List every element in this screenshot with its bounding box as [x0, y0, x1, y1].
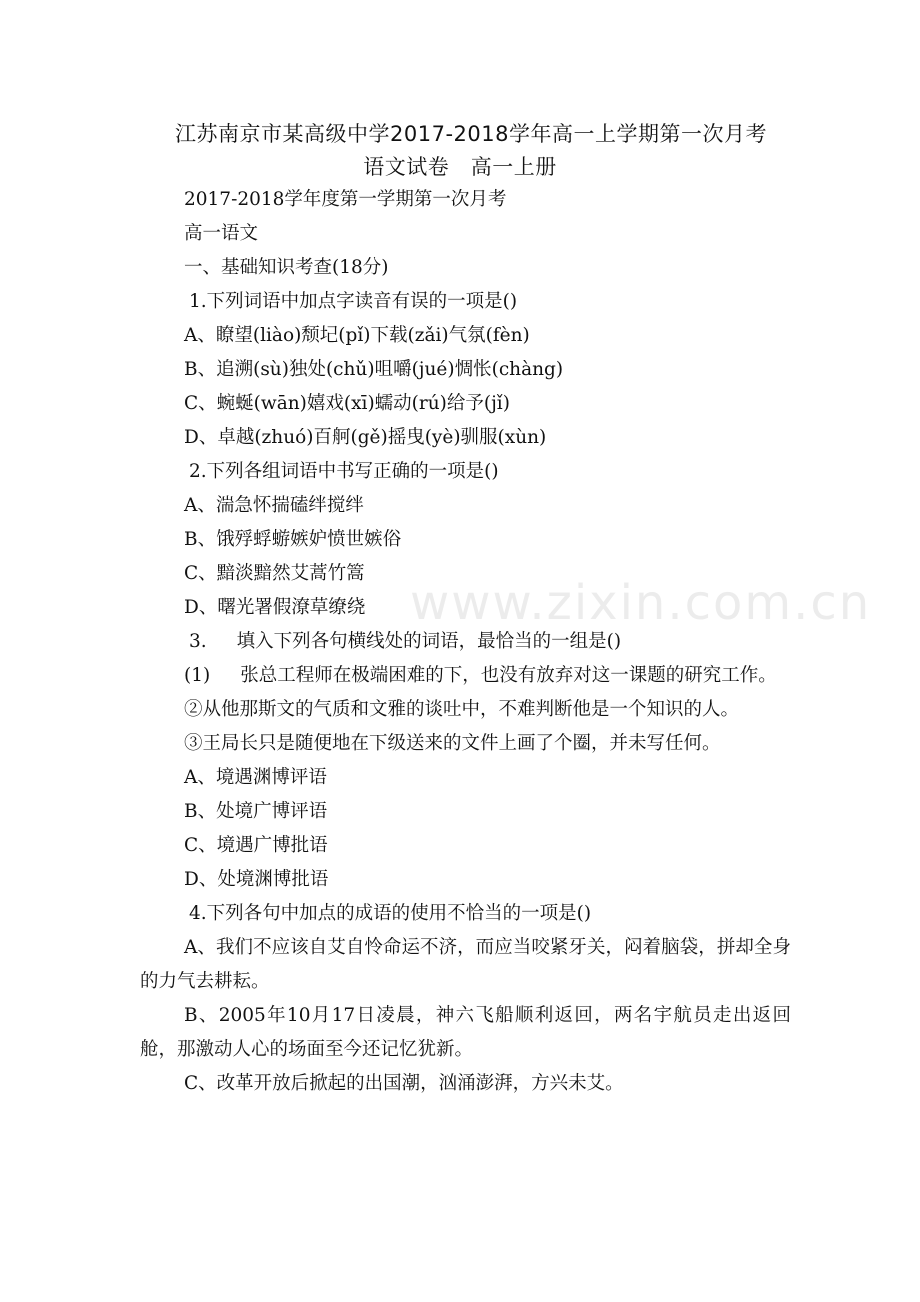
question-3-sentence-2: ②从他那斯文的气质和文雅的谈吐中，不难判断他是一个知识的人。	[184, 699, 740, 720]
question-2-option-c: C、黯淡黯然艾蒿竹篙	[184, 563, 365, 584]
document-title-line-1: 江苏南京市某高级中学2017-2018学年高一上学期第一次月考	[175, 122, 767, 146]
exam-subject-line: 高一语文	[184, 223, 259, 244]
question-1-option-c: C、蜿蜒(wān)嬉戏(xī)蠕动(rú)给予(jǐ)	[184, 393, 510, 414]
question-3-option-c: C、境遇广博批语	[184, 835, 328, 856]
question-3-sentence-3: ③王局长只是随便地在下级送来的文件上画了个圈，并未写任何。	[184, 733, 721, 754]
question-3-stem: 填入下列各句横线处的词语，最恰当的一组是()	[236, 631, 622, 652]
question-4-option-a: A、我们不应该自艾自怜命运不济，而应当咬紧牙关，闷着脑袋，拼却全身的力气去耕耘。	[140, 937, 791, 992]
question-3-number: 3.	[189, 631, 207, 652]
question-3-sentence-1	[140, 659, 791, 693]
question-3-option-d: D、处境渊博批语	[184, 869, 329, 890]
question-2-option-d: D、曙光署假潦草缭绕	[184, 597, 366, 618]
exam-year-line: 2017-2018学年度第一学期第一次月考	[184, 189, 507, 210]
question-1-stem: 1.下列词语中加点字读音有误的一项是()	[189, 291, 518, 312]
question-2-stem: 2.下列各组词语中书写正确的一项是()	[189, 461, 499, 482]
question-3-option-b: B、处境广博评语	[184, 801, 328, 822]
question-1-option-a: A、瞭望(liào)颓圮(pǐ)下载(zǎi)气氛(fèn)	[184, 325, 530, 346]
document-title-line-2: 语文试卷 高一上册	[363, 155, 557, 179]
question-4-stem: 4.下列各句中加点的成语的使用不恰当的一项是()	[189, 903, 592, 924]
question-1-option-b: B、追溯(sù)独处(chǔ)咀嚼(jué)惆怅(chàng)	[184, 359, 564, 380]
question-3-sentence-1-text: 张总工程师在极端困难的下，也没有放弃对这一课题的研究工作。	[240, 665, 777, 686]
question-2-option-b: B、饿殍蜉蝣嫉妒愤世嫉俗	[184, 529, 402, 550]
question-4-option-c: C、改革开放后掀起的出国潮，汹涌澎湃，方兴未艾。	[184, 1073, 624, 1094]
question-1-option-d: D、卓越(zhuó)百舸(gě)摇曳(yè)驯服(xùn)	[184, 427, 547, 448]
section-heading: 一、基础知识考查(18分)	[184, 257, 389, 278]
question-2-option-a: A、湍急怀揣磕绊搅绊	[184, 495, 364, 516]
document-body	[140, 183, 800, 1101]
question-4-option-b: B、2005年10月17日凌晨，神六飞船顺利返回，两名宇航员走出返回舱，那激动人心的场面至今还记忆犹新。	[140, 1005, 791, 1060]
question-3-option-a: A、境遇渊博评语	[184, 767, 327, 788]
question-3-stem-line	[140, 625, 800, 659]
question-3-sentence-1-number: (1)	[184, 665, 211, 686]
watermark: www.zixin.com.cn	[410, 575, 872, 631]
